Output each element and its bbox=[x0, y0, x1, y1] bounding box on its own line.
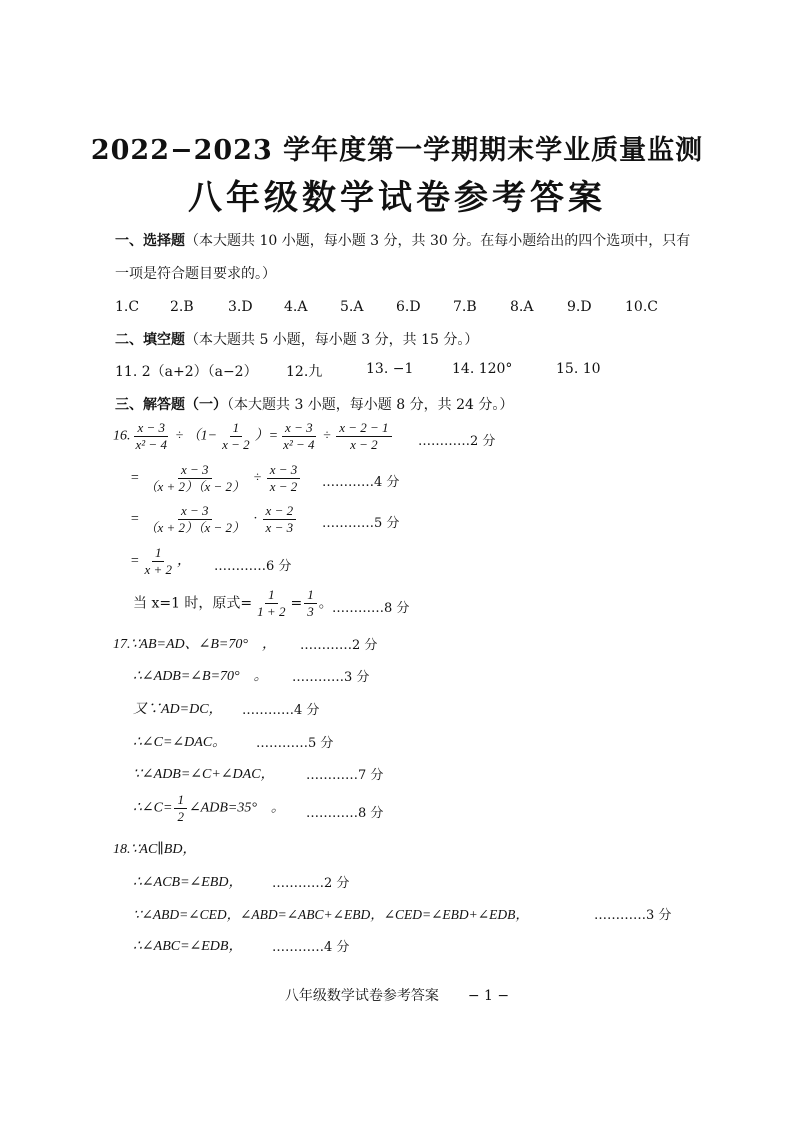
substitution-text: 当 x=1 时，原式= bbox=[133, 595, 253, 612]
section1-intro bbox=[115, 230, 690, 250]
fraction bbox=[254, 587, 288, 620]
q16-line4 bbox=[130, 545, 191, 578]
section2-intro bbox=[115, 329, 478, 349]
denominator: x² − 4 bbox=[283, 437, 315, 452]
choice-answer: 2.B bbox=[170, 299, 194, 315]
score-mark: …………8 分 bbox=[332, 601, 410, 616]
denominator: x − 2 bbox=[222, 437, 250, 452]
choice-answer: 1.C bbox=[115, 299, 140, 315]
section1-note-cont: 一项是符合题目要求的。） bbox=[115, 266, 276, 282]
denominator: x + 2 bbox=[144, 562, 172, 577]
numerator: 1 bbox=[230, 420, 243, 437]
operator: ÷ bbox=[323, 428, 331, 444]
fill-answer: 13. −1 bbox=[366, 361, 414, 377]
numerator: x − 2 − 1 bbox=[336, 420, 391, 437]
fraction bbox=[304, 587, 317, 620]
section3-heading: 三、解答题（一） bbox=[115, 397, 227, 413]
numerator: x − 2 bbox=[263, 503, 297, 520]
page-footer bbox=[0, 985, 794, 1005]
fraction bbox=[219, 420, 253, 453]
numerator: 1 bbox=[304, 587, 317, 604]
fraction bbox=[336, 420, 391, 453]
denominator: x − 2 bbox=[269, 479, 298, 494]
fraction bbox=[267, 462, 301, 495]
q17-line5: ∵∠ADB=∠C+∠DAC， bbox=[133, 767, 275, 782]
q17-line4: ∴∠C=∠DAC。 bbox=[133, 735, 227, 750]
comma: ， bbox=[177, 553, 191, 569]
fill-answer: 14. 120° bbox=[452, 361, 513, 377]
choice-answer: 5.A bbox=[340, 299, 364, 315]
q16-line3 bbox=[130, 503, 298, 536]
fraction bbox=[141, 462, 248, 495]
section3-note: （本大题共 3 小题，每小题 8 分，共 24 分。） bbox=[227, 397, 514, 413]
q16-line5 bbox=[133, 587, 333, 620]
score-mark: …………4 分 bbox=[242, 703, 320, 718]
fraction bbox=[263, 503, 297, 536]
paren-open: （1− bbox=[186, 428, 218, 444]
denominator: x − 2 bbox=[350, 437, 378, 452]
score-mark: …………2 分 bbox=[300, 638, 378, 653]
paren-close: ）= bbox=[254, 428, 279, 444]
fraction bbox=[133, 420, 170, 453]
denominator: （x + 2）（x − 2） bbox=[144, 479, 246, 494]
denominator: x² − 4 bbox=[135, 437, 167, 452]
denominator: x − 3 bbox=[265, 520, 294, 535]
operator: · bbox=[253, 511, 258, 527]
score-mark: …………4 分 bbox=[322, 475, 400, 490]
score-mark: …………5 分 bbox=[322, 516, 400, 531]
score-mark: …………3 分 bbox=[292, 670, 370, 685]
score-mark: …………2 分 bbox=[418, 434, 496, 449]
equals: = bbox=[130, 553, 140, 569]
fraction bbox=[280, 420, 317, 453]
numerator: 1 bbox=[265, 587, 278, 604]
score-mark: …………7 分 bbox=[306, 768, 384, 783]
numerator: x − 3 bbox=[134, 420, 168, 437]
equals: = bbox=[290, 595, 303, 612]
operator: ÷ bbox=[253, 470, 262, 486]
equals: = bbox=[130, 511, 140, 527]
fill-answer: 15. 10 bbox=[556, 361, 601, 377]
section2-note: （本大题共 5 小题，每小题 3 分，共 15 分。） bbox=[185, 332, 479, 348]
numerator: 1 bbox=[174, 792, 187, 809]
q17-line2: ∴∠ADB=∠B=70° 。 bbox=[133, 669, 268, 684]
equals: = bbox=[130, 470, 140, 486]
denominator: 3 bbox=[307, 604, 314, 619]
score-mark: …………5 分 bbox=[256, 736, 334, 751]
q16-line1 bbox=[113, 420, 394, 453]
score-mark: …………2 分 bbox=[272, 876, 350, 891]
q18-line1: 18.∵AC∥BD， bbox=[113, 842, 197, 857]
score-mark: …………4 分 bbox=[272, 940, 350, 955]
period: 。 bbox=[318, 595, 333, 612]
choice-answer: 8.A bbox=[510, 299, 534, 315]
fraction bbox=[174, 792, 187, 825]
q16-label: 16. bbox=[113, 428, 131, 444]
section1-note: （本大题共 10 小题，每小题 3 分，共 30 分。在每小题给出的四个选项中，只有 bbox=[185, 233, 691, 249]
choice-answer: 6.D bbox=[396, 299, 421, 315]
choice-answer: 4.A bbox=[284, 299, 308, 315]
fill-answer: 11. 2（a+2）（a−2） bbox=[115, 364, 258, 380]
fill-answer: 12.九 bbox=[286, 364, 323, 380]
exam-title: 2022−2023 学年度第一学期期末学业质量监测 bbox=[90, 135, 704, 166]
q17-line6 bbox=[133, 792, 285, 825]
q17-line1: 17.∵AB=AD、∠B=70° ， bbox=[113, 637, 276, 652]
section3-intro bbox=[115, 394, 513, 414]
numerator: x − 3 bbox=[282, 420, 316, 437]
numerator: x − 3 bbox=[178, 462, 212, 479]
choice-answer: 9.D bbox=[567, 299, 592, 315]
numerator: x − 3 bbox=[178, 503, 212, 520]
score-mark: …………8 分 bbox=[306, 806, 384, 821]
page-number: − 1 − bbox=[467, 988, 510, 1004]
section1-heading: 一、选择题 bbox=[115, 233, 185, 249]
q18-line3: ∵∠ABD=∠CED，∠ABD=∠ABC+∠EBD，∠CED=∠EBD+∠EDB， bbox=[133, 907, 529, 922]
denominator: （x + 2）（x − 2） bbox=[144, 520, 246, 535]
answer-key-title: 八年级数学试卷参考答案 bbox=[188, 178, 606, 218]
text: ∠ADB=35° 。 bbox=[188, 800, 285, 816]
choice-answer: 3.D bbox=[228, 299, 253, 315]
fraction bbox=[141, 503, 248, 536]
denominator: 2 bbox=[177, 809, 184, 824]
numerator: x − 3 bbox=[267, 462, 301, 479]
score-mark: …………3 分 bbox=[594, 908, 672, 923]
q17-line3: 又∵AD=DC， bbox=[133, 702, 223, 717]
text: ∴∠C= bbox=[133, 800, 173, 816]
score-mark: …………6 分 bbox=[214, 559, 292, 574]
choice-answer: 7.B bbox=[453, 299, 477, 315]
q16-line2 bbox=[130, 462, 302, 495]
choice-answer: 10.C bbox=[625, 299, 658, 315]
denominator: 1 + 2 bbox=[257, 604, 286, 619]
q18-line2: ∴∠ACB=∠EBD， bbox=[133, 875, 243, 890]
choice-answers bbox=[115, 296, 675, 315]
footer-title: 八年级数学试卷参考答案 bbox=[284, 988, 439, 1004]
q18-line4: ∴∠ABC=∠EDB， bbox=[133, 939, 243, 954]
section2-heading: 二、填空题 bbox=[115, 332, 185, 348]
operator: ÷ bbox=[175, 428, 184, 444]
numerator: 1 bbox=[152, 545, 165, 562]
fraction bbox=[141, 545, 175, 578]
